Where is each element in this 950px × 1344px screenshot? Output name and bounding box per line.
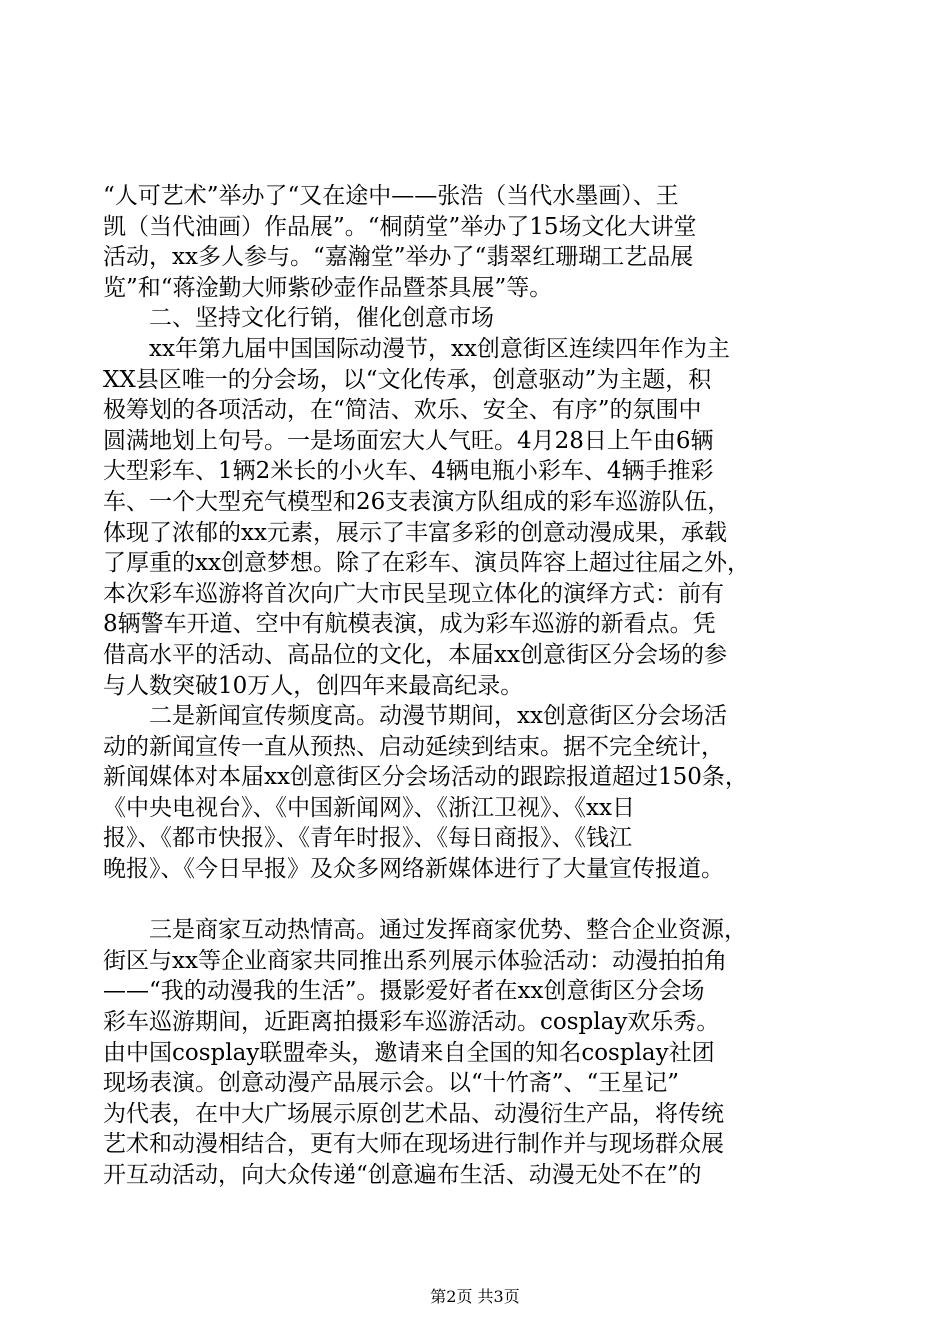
text-line: 本次彩车巡游将首次向广大市民呈现立体化的演绎方式：前有 [103,580,724,607]
text-line: 动的新闻宣传一直从预热、启动延续到结束。据不完全统计， [103,733,724,760]
text-line: 极筹划的各项活动，在“简洁、欢乐、安全、有序”的氛围中 [103,397,702,424]
text-line: XX县区唯一的分会场，以“文化传承，创意驱动”为主题，积 [103,366,712,393]
paragraph-news-coverage [103,701,853,885]
text-line: 彩车巡游期间，近距离拍摄彩车巡游活动。cosplay欢乐秀。 [103,1009,720,1036]
text-line: 街区与xx等企业商家共同推出系列展示体验活动：动漫拍拍角 [103,947,727,974]
document-body [103,181,853,1191]
text-line: 体现了浓郁的xx元素，展示了丰富多彩的创意动漫成果，承载 [103,519,727,546]
text-line: 由中国cosplay联盟牵头，邀请来自全国的知名cosplay社团 [103,1039,715,1066]
text-line: 二是新闻宣传频度高。动漫节期间，xx创意街区分会场活 [149,703,727,730]
text-line: 三是商家互动热情高。通过发挥商家优势、整合企业资源， [149,917,747,944]
paragraph-animation-festival [103,334,853,701]
text-line: ——“我的动漫我的生活”。摄影爱好者在xx创意街区分会场 [103,978,705,1005]
text-line: 车、一个大型充气模型和26支表演方队组成的彩车巡游队伍， [103,488,731,515]
text-line: 览”和“蒋淦勤大师紫砂壶作品暨茶具展”等。 [103,274,553,301]
paragraph-gap [103,885,853,916]
text-line: 《中央电视台》、《中国新闻网》、《浙江卫视》、《xx日 [103,794,635,821]
text-line: 与人数突破10万人，创四年来最高纪录。 [103,672,524,699]
text-line: 圆满地划上句号。一是场面宏大人气旺。4月28日上午由6辆 [103,427,714,454]
text-line: 现场表演。创意动漫产品展示会。以“十竹斋”、“王星记” [103,1070,680,1097]
text-line: 大型彩车、1辆2米长的小火车、4辆电瓶小彩车、4辆手推彩 [103,458,714,485]
text-line: 凯（当代油画）作品展”。“桐荫堂”举办了15场文化大讲堂 [103,213,697,240]
text-line: 了厚重的xx创意梦想。除了在彩车、演员阵容上超过往届之外， [103,550,750,577]
text-line: 开互动活动，向大众传递“创意遍布生活、动漫无处不在”的 [103,1162,702,1188]
text-line: 为代表，在中大广场展示原创艺术品、动漫衍生产品，将传统 [103,1100,724,1127]
page-number-footer: 第2页 共3页 [430,1287,520,1306]
text-line: 晚报》、《今日早报》及众多网络新媒体进行了大量宣传报道。 [103,856,724,883]
text-line: 艺术和动漫相结合，更有大师在现场进行制作并与现场群众展 [103,1131,724,1158]
section-heading-text: 二、坚持文化行销，催化创意市场 [149,305,494,332]
paragraph-art-exhibitions [103,181,853,303]
text-line: 借高水平的活动、高品位的文化，本届xx创意街区分会场的参 [103,641,727,668]
text-line: 报》、《都市快报》、《青年时报》、《每日商报》、《钱江 [103,825,632,852]
text-line: 8辆警车开道、空中有航模表演，成为彩车巡游的新看点。凭 [103,611,716,638]
text-line: 活动，xx多人参与。“嘉瀚堂”举办了“翡翠红珊瑚工艺品展 [103,244,694,271]
paragraph-merchant-interaction [103,915,853,1190]
text-line: xx年第九届中国国际动漫节，xx创意街区连续四年作为主 [149,335,730,362]
section-heading-2 [103,303,853,334]
text-line: “人可艺术”举办了“又在途中——张浩（当代水墨画）、王 [103,183,679,209]
text-line: 新闻媒体对本届xx创意街区分会场活动的跟踪报道超过150条， [103,764,748,791]
